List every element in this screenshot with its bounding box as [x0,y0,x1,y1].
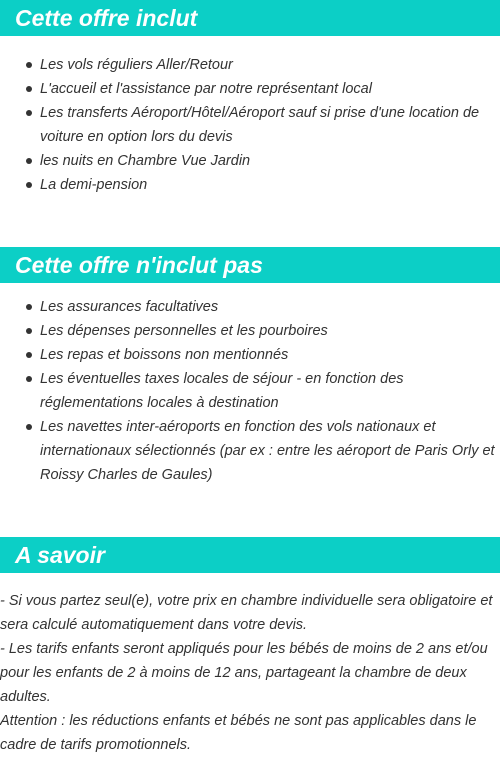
section-title-exclut: Cette offre n'inclut pas [0,247,500,283]
list-item: L'accueil et l'assistance par notre représentant local [40,77,496,101]
info-text [0,589,500,757]
list-item: Les vols réguliers Aller/Retour [40,53,496,77]
excluded-list [0,295,500,487]
section-title-inclut: Cette offre inclut [0,0,500,36]
info-paragraph: Attention : les réductions enfants et bébés ne sont pas applicables dans le cadre de tarifs promotionnels. [0,713,477,753]
list-item: La demi-pension [40,173,496,197]
included-list [0,53,500,197]
list-item: Les dépenses personnelles et les pourboires [40,319,496,343]
list-item: Les assurances facultatives [40,295,496,319]
list-item: Les repas et boissons non mentionnés [40,343,496,367]
list-item: les nuits en Chambre Vue Jardin [40,149,496,173]
list-item: Les éventuelles taxes locales de séjour - en fonction des réglementations locales à destination [40,367,496,415]
info-paragraph: - Si vous partez seul(e), votre prix en chambre individuelle sera obligatoire et sera calculé automatiquement dans votre devis. [0,593,493,633]
info-paragraph: - Les tarifs enfants seront appliqués pour les bébés de moins de 2 ans et/ou pour les enfants de 2 à moins de 12 ans, partageant la chambre de deux adultes. [0,641,488,705]
list-item: Les navettes inter-aéroports en fonction des vols nationaux et internationaux sélectionnés (par ex : entre les aéroport de Paris Orly et Roissy Charles de Gaules) [40,415,496,487]
list-item: Les transferts Aéroport/Hôtel/Aéroport sauf si prise d'une location de voiture en option lors du devis [40,101,496,149]
section-title-a-savoir: A savoir [0,537,500,573]
